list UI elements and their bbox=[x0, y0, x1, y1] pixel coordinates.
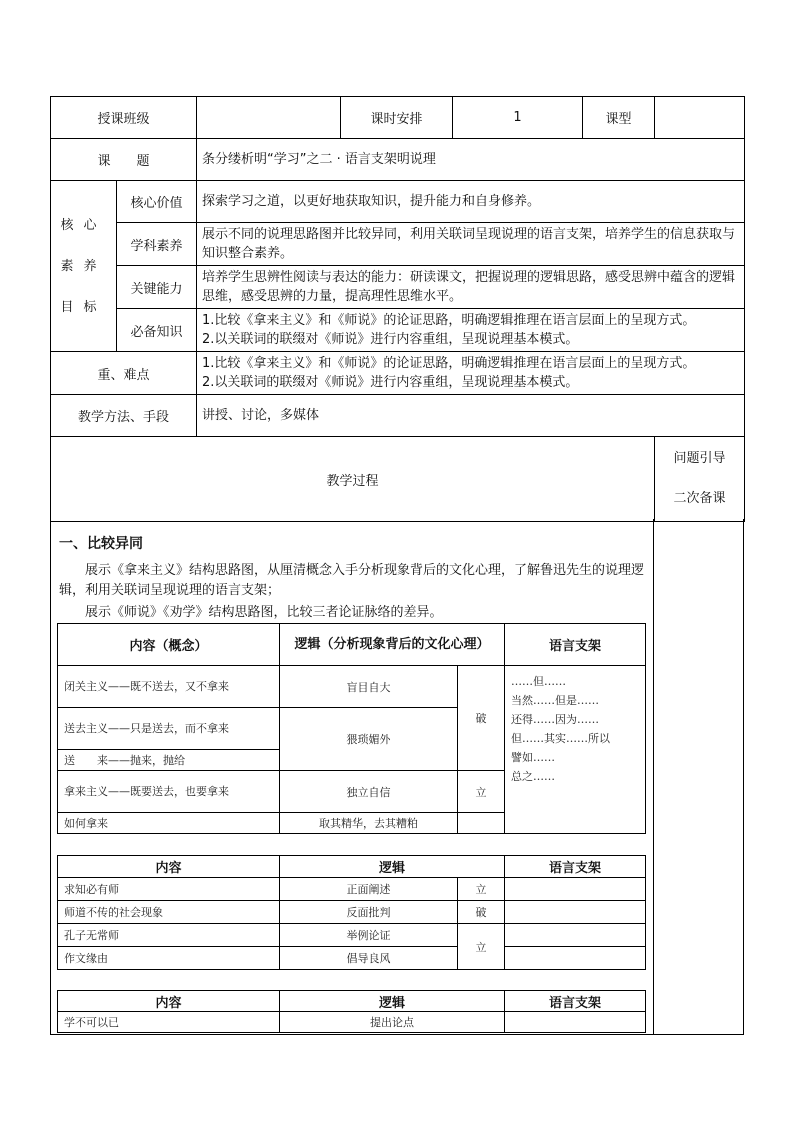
core-label-line-3: 目标 bbox=[60, 299, 107, 315]
key-ability-label: 关键能力 bbox=[117, 266, 197, 309]
table-row: 送 来——抛来，抛给 bbox=[58, 750, 280, 771]
key-difficulty-line-2: 2.以关联词的联缀对《师说》进行内容重组，呈现说理基本模式。 bbox=[202, 375, 579, 390]
essential-knowledge-line-2: 2.以关联词的联缀对《师说》进行内容重组，呈现说理基本模式。 bbox=[202, 332, 579, 347]
schedule-label: 课时安排 bbox=[341, 97, 453, 139]
key-ability-text: 培养学生思辨性阅读与表达的能力：研读课文，把握说理的逻辑思路，感受思辨中蕴含的逻辑思维，感受思辨的力量，提高理性思维水平。 bbox=[197, 266, 745, 309]
second-prep-label: 二次备课 bbox=[673, 491, 726, 506]
essential-knowledge-text bbox=[197, 309, 745, 352]
process-label: 教学过程 bbox=[51, 437, 655, 522]
table-row-logic: 举例论证 bbox=[280, 924, 458, 947]
table-row-logic: 反面批判 bbox=[280, 901, 458, 924]
t3-header-content: 内容 bbox=[58, 991, 280, 1012]
question-guide-label: 问题引导 bbox=[673, 451, 726, 466]
lesson-info-table bbox=[50, 96, 745, 522]
table-row-logic: 正面阐述 bbox=[280, 878, 458, 901]
method-label: 教学方法、手段 bbox=[51, 395, 197, 437]
table-row-logic: 提出论点 bbox=[280, 1012, 505, 1033]
table-row-scaffold[interactable] bbox=[505, 947, 646, 970]
table-row-scaffold[interactable] bbox=[505, 878, 646, 901]
table-row: 孔子无常师 bbox=[58, 924, 280, 947]
t1-header-scaffold: 语言支架 bbox=[505, 624, 646, 666]
core-literacy-goal-label bbox=[51, 181, 117, 352]
subject-literacy-text: 展示不同的说理思路图并比较异同，利用关联词呈现说理的语言支架，培养学生的信息获取与知识整合素养。 bbox=[197, 223, 745, 266]
table-row: 学不可以已 bbox=[58, 1012, 280, 1033]
table-row-mark: 立 bbox=[458, 878, 505, 901]
table-row-scaffold[interactable] bbox=[505, 924, 646, 947]
scaffold-line-5: 譬如…… bbox=[511, 751, 556, 764]
table-row-logic: 独立自信 bbox=[280, 771, 458, 813]
side-column-header bbox=[655, 437, 745, 522]
scaffold-line-1: ……但…… bbox=[511, 675, 567, 688]
table-row-mark: 破 bbox=[458, 901, 505, 924]
column-divider bbox=[653, 519, 654, 1035]
t2-header-logic: 逻辑 bbox=[280, 856, 505, 878]
t1-header-logic: 逻辑（分析现象背后的文化心理） bbox=[280, 624, 505, 666]
table-row-scaffold[interactable] bbox=[505, 901, 646, 924]
essential-knowledge-line-1: 1.比较《拿来主义》和《师说》的论证思路，明确逻辑推理在语言层面上的呈现方式。 bbox=[202, 313, 696, 328]
scaffold-line-2: 当然……但是…… bbox=[511, 694, 600, 707]
mark-li: 立 bbox=[458, 771, 505, 813]
key-difficulty-text bbox=[197, 352, 745, 395]
table-row: 送去主义——只是送去，而不拿来 bbox=[58, 708, 280, 750]
scaffold-line-6: 总之…… bbox=[511, 770, 556, 783]
comparison-table-quanxue bbox=[57, 990, 646, 1033]
core-value-label: 核心价值 bbox=[117, 181, 197, 223]
table-row: 闭关主义——既不送去，又不拿来 bbox=[58, 666, 280, 708]
empty-mark-cell bbox=[458, 813, 505, 834]
section-paragraph-2: 展示《师说》《劝学》结构思路图，比较三者论证脉络的差异。 bbox=[85, 605, 443, 620]
scaffold-line-3: 还得……因为…… bbox=[511, 713, 600, 726]
table-row: 作文缘由 bbox=[58, 947, 280, 970]
t3-header-logic: 逻辑 bbox=[280, 991, 505, 1012]
t2-header-scaffold: 语言支架 bbox=[505, 856, 646, 878]
comparison-table-nalai bbox=[57, 623, 646, 834]
essential-knowledge-label: 必备知识 bbox=[117, 309, 197, 352]
mark-po: 破 bbox=[458, 666, 505, 771]
table-row-logic: 猥琐媚外 bbox=[280, 708, 458, 771]
scaffold-cell bbox=[505, 666, 646, 834]
schedule-value[interactable]: 1 bbox=[453, 97, 583, 139]
core-label-line-1: 核心 bbox=[60, 217, 107, 233]
topic-label: 课 题 bbox=[51, 139, 197, 181]
method-value: 讲授、讨论，多媒体 bbox=[197, 395, 745, 437]
class-label: 授课班级 bbox=[51, 97, 197, 139]
table-row-logic: 取其精华，去其糟粕 bbox=[280, 813, 458, 834]
core-label-line-2: 素养 bbox=[60, 258, 107, 274]
t2-header-content: 内容 bbox=[58, 856, 280, 878]
subject-literacy-label: 学科素养 bbox=[117, 223, 197, 266]
scaffold-line-4: 但……其实……所以 bbox=[511, 732, 611, 745]
comparison-table-shishuo bbox=[57, 855, 646, 970]
table-row: 拿来主义——既要送去，也要拿来 bbox=[58, 771, 280, 813]
table-row: 师道不传的社会现象 bbox=[58, 901, 280, 924]
t3-header-scaffold: 语言支架 bbox=[505, 991, 646, 1012]
type-value[interactable] bbox=[655, 97, 745, 139]
table-row-logic: 倡导良风 bbox=[280, 947, 458, 970]
class-value[interactable] bbox=[197, 97, 341, 139]
table-row-mark: 立 bbox=[458, 924, 505, 970]
table-row: 求知必有师 bbox=[58, 878, 280, 901]
table-row: 如何拿来 bbox=[58, 813, 280, 834]
t1-header-content: 内容（概念） bbox=[58, 624, 280, 666]
section-paragraph-1: 展示《拿来主义》结构思路图，从厘清概念入手分析现象背后的文化心理，了解鲁迅先生的说理逻辑，利用关联词呈现说理的语言支架； bbox=[59, 563, 645, 598]
table-row-logic: 盲目自大 bbox=[280, 666, 458, 708]
key-difficulty-line-1: 1.比较《拿来主义》和《师说》的论证思路，明确逻辑推理在语言层面上的呈现方式。 bbox=[202, 356, 696, 371]
type-label: 课型 bbox=[583, 97, 655, 139]
key-difficulty-label: 重、难点 bbox=[51, 352, 197, 395]
section-title: 一、比较异同 bbox=[59, 536, 143, 552]
core-value-text: 探索学习之道，以更好地获取知识，提升能力和自身修养。 bbox=[197, 181, 745, 223]
table-row-scaffold[interactable] bbox=[505, 1012, 646, 1033]
topic-value: 条分缕析明“学习”之二 · 语言支架明说理 bbox=[197, 139, 745, 181]
